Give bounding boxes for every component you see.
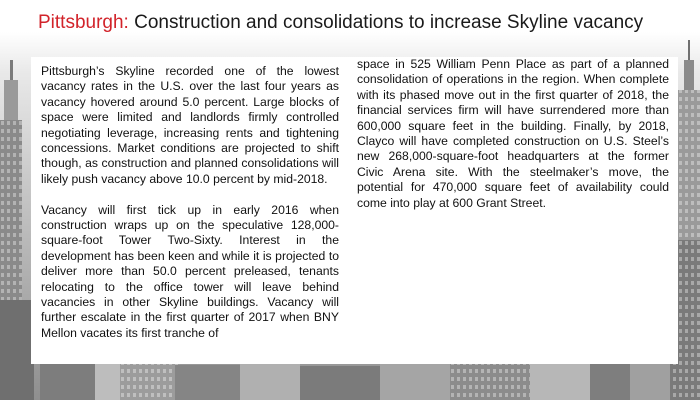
- title-text: Construction and consolidations to increase Skyline vacancy: [128, 12, 644, 33]
- right-text-column: [357, 57, 669, 211]
- right-paragraph-1: space in 525 William Penn Place as part of a planned consolidation of operations in the region. When complete with its phased move out in the first quarter of 2018, the financial services firm will have surrendered more than 600,000 square feet in the building. Finally, by 2018, Clayco will have completed construction on U.S. Steel’s new 268,000-square-foot headquarters at the former Civic Arena site. With the steelmaker’s move, the potential for 470,000 square feet of availability could come into play at 600 Grant Street.: [357, 57, 669, 210]
- left-text-column: [41, 64, 339, 341]
- left-paragraph-1: Pittsburgh’s Skyline recorded one of the lowest vacancy rates in the U.S. over the last four years as vacancy hovered around 5.0 percent. Large blocks of space were limited and landlords firmly controlled negotiating leverage, increasing rents and tightening concessions. Market conditions are projected to shift though, as construction and planned consolidations will likely push vacancy above 10.0 percent by mid-2018.: [41, 64, 339, 186]
- title-city: Pittsburgh:: [38, 12, 129, 33]
- content-panel: [31, 57, 678, 364]
- left-paragraph-2: Vacancy will first tick up in early 2016 when construction wraps up on the speculative 128,000-square-foot Tower Two-Sixty. Interest in the development has been keen and while it is projected to deliver more than 50.0 percent preleased, tenants relocating to the office tower will leave behind vacancies in other Skyline buildings. Vacancy will further escalate in the first quarter of 2017 when BNY Mellon vacates its first tranche of: [41, 202, 339, 340]
- slide-title: [38, 10, 678, 36]
